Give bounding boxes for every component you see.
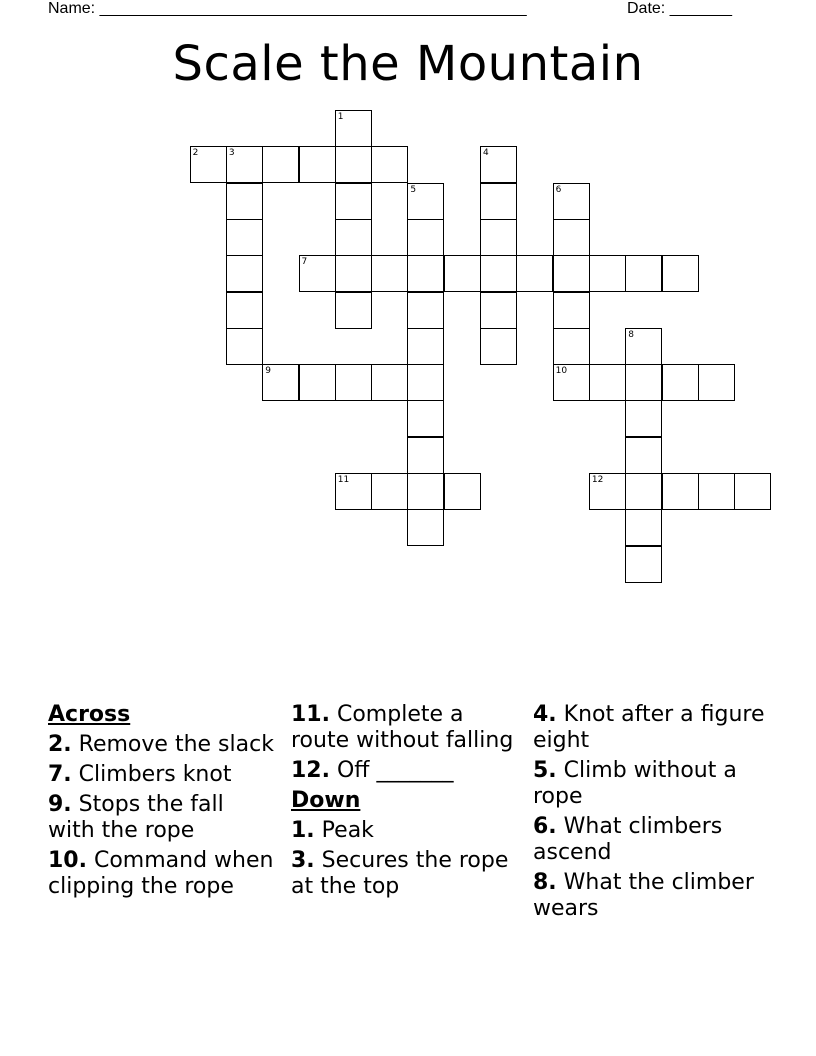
grid-cell[interactable] — [299, 364, 336, 401]
grid-cell[interactable] — [335, 183, 372, 220]
clue-column-3 — [533, 702, 771, 926]
grid-cell[interactable] — [407, 255, 444, 292]
clue-number-label: 11 — [337, 475, 350, 485]
clue-item — [533, 758, 771, 810]
clue-item — [48, 792, 276, 844]
grid-cell[interactable] — [480, 219, 517, 256]
grid-cell[interactable] — [444, 473, 481, 510]
clue-item — [48, 762, 276, 788]
grid-cell[interactable] — [407, 437, 444, 474]
grid-cell[interactable] — [226, 292, 263, 329]
grid-cell[interactable] — [371, 364, 408, 401]
name-field[interactable]: Name: ________________________________________________ — [48, 0, 527, 17]
clue-text: What climbers ascend — [533, 814, 723, 865]
grid-cell[interactable] — [625, 364, 662, 401]
grid-cell[interactable] — [625, 400, 662, 437]
grid-cell[interactable] — [335, 473, 372, 510]
grid-cell[interactable] — [516, 255, 553, 292]
clue-text: Climbers knot — [78, 762, 232, 787]
grid-cell[interactable] — [371, 473, 408, 510]
grid-cell[interactable] — [407, 509, 444, 546]
clue-number-label: 2 — [192, 148, 199, 159]
grid-cell[interactable] — [335, 146, 372, 183]
grid-cell[interactable] — [226, 219, 263, 256]
grid-cell[interactable] — [480, 255, 517, 292]
grid-cell[interactable] — [371, 255, 408, 292]
grid-cell[interactable] — [553, 292, 590, 329]
grid-cell[interactable] — [226, 255, 263, 292]
grid-cell[interactable] — [262, 364, 299, 401]
grid-cell[interactable] — [625, 255, 662, 292]
clue-number: 3. — [291, 848, 315, 873]
clue-number-label: 3 — [228, 148, 235, 159]
clue-number-label: 8 — [628, 329, 634, 340]
grid-cell[interactable] — [480, 183, 517, 220]
clue-number: 9. — [48, 792, 72, 817]
grid-cell[interactable] — [480, 292, 517, 329]
clue-number-label: 5 — [410, 184, 417, 195]
clue-number: 5. — [533, 758, 557, 783]
grid-cell[interactable] — [480, 146, 517, 183]
grid-cell[interactable] — [553, 255, 590, 292]
grid-cell[interactable] — [625, 546, 662, 583]
grid-cell[interactable] — [335, 255, 372, 292]
clue-item — [533, 702, 771, 754]
clue-number: 7. — [48, 762, 72, 787]
clue-number: 4. — [533, 702, 557, 727]
clue-text: Stops the fall with the rope — [48, 792, 224, 843]
grid-cell[interactable] — [553, 328, 590, 365]
grid-cell[interactable] — [589, 255, 626, 292]
grid-cell[interactable] — [698, 473, 735, 510]
clue-number: 10. — [48, 848, 87, 873]
clue-text: Secures the rope at the top — [291, 848, 509, 899]
clue-text: What the climber wears — [533, 870, 754, 921]
clue-text: Complete a route without falling — [291, 702, 514, 753]
grid-cell[interactable] — [444, 255, 481, 292]
grid-cell[interactable] — [734, 473, 771, 510]
grid-cell[interactable] — [226, 183, 263, 220]
clue-number-label: 10 — [555, 366, 568, 377]
clue-number-label: 1 — [337, 112, 344, 122]
grid-cell[interactable] — [371, 146, 408, 183]
grid-cell[interactable] — [553, 219, 590, 256]
grid-cell[interactable] — [625, 437, 662, 474]
grid-cell[interactable] — [553, 364, 590, 401]
clue-item — [291, 848, 521, 900]
clue-number-label: 12 — [591, 475, 604, 485]
clue-number: 6. — [533, 814, 557, 839]
grid-cell[interactable] — [335, 110, 372, 147]
clue-item — [533, 814, 771, 866]
grid-cell[interactable] — [226, 146, 263, 183]
grid-cell[interactable] — [625, 473, 662, 510]
clue-item — [291, 702, 521, 754]
grid-cell[interactable] — [407, 400, 444, 437]
grid-cell[interactable] — [407, 183, 444, 220]
clue-section-heading: Across — [48, 702, 131, 727]
grid-cell[interactable] — [662, 364, 699, 401]
date-field[interactable]: Date: _______ — [627, 0, 732, 17]
grid-cell[interactable] — [299, 146, 336, 183]
grid-cell[interactable] — [407, 292, 444, 329]
clue-number: 11. — [291, 702, 330, 727]
grid-cell[interactable] — [662, 473, 699, 510]
clue-item — [48, 732, 276, 758]
grid-cell[interactable] — [335, 292, 372, 329]
grid-cell[interactable] — [335, 364, 372, 401]
clue-column-1 — [48, 702, 276, 904]
clue-number-label: 4 — [483, 148, 489, 159]
clue-text: Climb without a rope — [533, 758, 737, 809]
puzzle-title: Scale the Mountain — [172, 36, 644, 92]
clue-number: 2. — [48, 732, 72, 757]
grid-cell[interactable] — [407, 473, 444, 510]
clue-text: Off _______ — [336, 758, 454, 783]
clue-text: Remove the slack — [78, 732, 274, 757]
clue-text: Peak — [321, 818, 374, 843]
grid-cell[interactable] — [553, 183, 590, 220]
clue-number-label: 9 — [265, 366, 271, 377]
clue-number: 12. — [291, 758, 330, 783]
clue-item — [533, 870, 771, 922]
clue-number-label: 6 — [555, 184, 562, 195]
grid-cell[interactable] — [226, 328, 263, 365]
clue-number-label: 7 — [301, 257, 308, 268]
clue-text: Command when clipping the rope — [48, 848, 274, 899]
clue-text: Knot after a figure eight — [533, 702, 765, 753]
grid-cell[interactable] — [625, 509, 662, 546]
grid-cell[interactable] — [299, 255, 336, 292]
clue-item — [48, 848, 276, 900]
grid-cell[interactable] — [589, 473, 626, 510]
clue-column-2 — [291, 702, 521, 904]
grid-cell[interactable] — [698, 364, 735, 401]
grid-cell[interactable] — [407, 364, 444, 401]
grid-cell[interactable] — [262, 146, 299, 183]
clue-number: 1. — [291, 818, 315, 843]
grid-cell[interactable] — [407, 219, 444, 256]
grid-cell[interactable] — [480, 328, 517, 365]
clue-section-heading: Down — [291, 788, 361, 813]
grid-cell[interactable] — [335, 219, 372, 256]
grid-cell[interactable] — [407, 328, 444, 365]
clue-item — [291, 818, 521, 844]
clue-item — [291, 758, 521, 784]
grid-cell[interactable] — [625, 328, 662, 365]
grid-cell[interactable] — [589, 364, 626, 401]
clue-number: 8. — [533, 870, 557, 895]
grid-cell[interactable] — [190, 146, 227, 183]
grid-cell[interactable] — [662, 255, 699, 292]
